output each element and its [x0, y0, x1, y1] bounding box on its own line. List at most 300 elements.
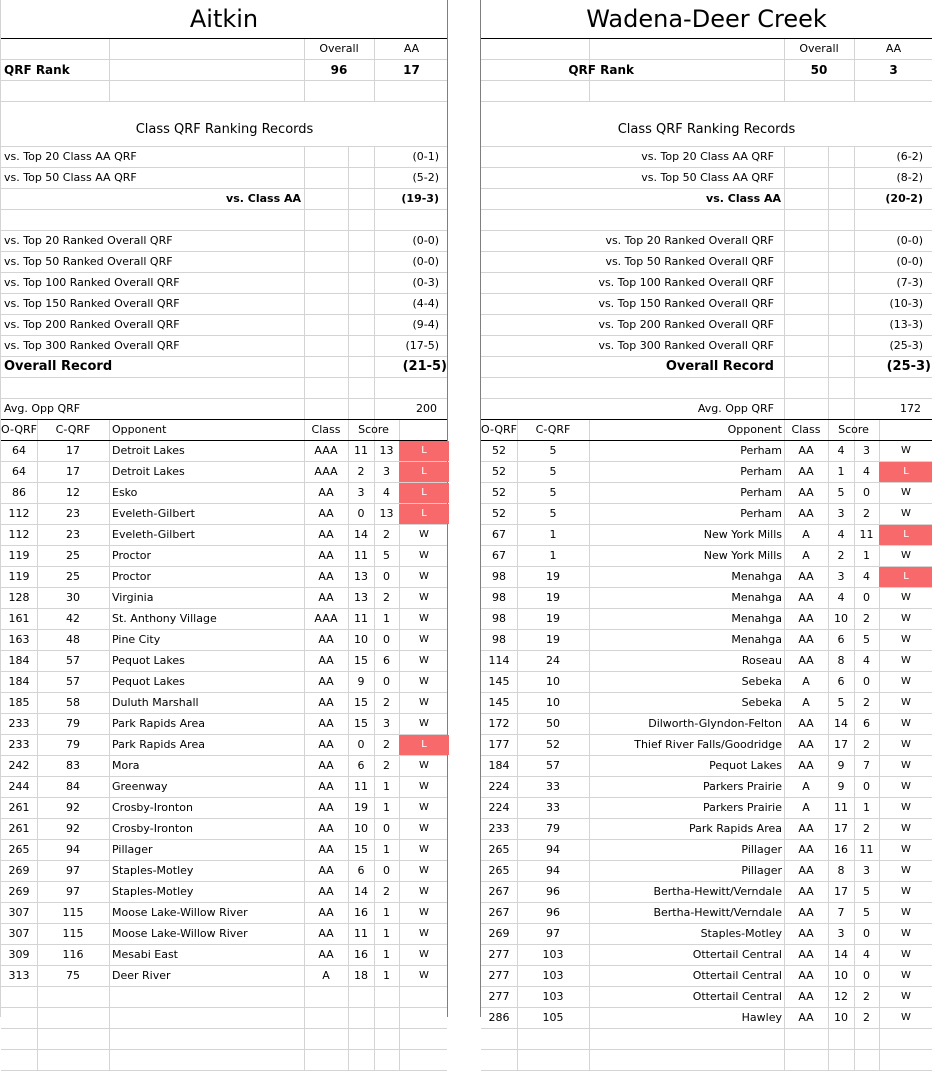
empty-row [1, 987, 447, 1008]
game-opponent: Mora [112, 759, 140, 772]
game-score-team: 12 [834, 990, 848, 1003]
game-class: AAA [314, 612, 338, 625]
overall-header: Overall [319, 42, 359, 55]
game-opponent: Pillager [112, 843, 153, 856]
game-score-team: 19 [354, 801, 368, 814]
game-row [1, 588, 447, 609]
game-oqrf: 269 [488, 927, 510, 940]
game-result: W [901, 760, 911, 771]
game-cqrf: 97 [546, 927, 560, 940]
game-score-opponent: 5 [863, 633, 870, 646]
qrf-rank-row [481, 60, 932, 81]
game-row [481, 1008, 932, 1029]
game-result: W [901, 970, 911, 981]
game-opponent: Proctor [112, 549, 152, 562]
game-score-team: 17 [834, 822, 848, 835]
game-row [1, 546, 447, 567]
game-cqrf: 79 [66, 738, 80, 751]
game-opponent: Dilworth-Glyndon-Felton [648, 717, 782, 730]
game-cqrf: 97 [66, 885, 80, 898]
game-oqrf: 52 [492, 444, 506, 457]
record-label: vs. Top 20 Ranked Overall QRF [605, 234, 774, 247]
game-class: AA [798, 612, 814, 625]
qrf-class-value: 3 [889, 63, 898, 77]
game-row [481, 924, 932, 945]
overall-record-row [481, 294, 932, 315]
game-opponent: Pillager [741, 843, 782, 856]
record-label: vs. Top 100 Ranked Overall QRF [4, 276, 180, 289]
game-result: W [419, 823, 429, 834]
game-cqrf: 23 [66, 528, 80, 541]
team-panel-wadena-deer-creek [480, 0, 932, 1024]
game-cqrf: 12 [66, 486, 80, 499]
game-score-team: 14 [354, 885, 368, 898]
game-score-team: 16 [834, 843, 848, 856]
record-label: vs. Top 300 Ranked Overall QRF [598, 339, 774, 352]
record-value: (0-3) [412, 276, 439, 289]
game-row [481, 525, 932, 546]
game-row [1, 609, 447, 630]
qrf-overall-value: 50 [810, 63, 828, 77]
game-cqrf: 19 [546, 633, 560, 646]
game-class: AA [798, 906, 814, 919]
game-score-opponent: 4 [863, 654, 870, 667]
game-result: W [419, 529, 429, 540]
overall-record-row [481, 252, 932, 273]
game-score-team: 5 [837, 696, 845, 709]
game-cqrf: 96 [546, 885, 560, 898]
game-result: W [419, 676, 429, 687]
record-value: (4-4) [412, 297, 439, 310]
game-cqrf: 25 [66, 549, 80, 562]
game-oqrf: 184 [8, 675, 30, 688]
game-class: A [322, 969, 330, 982]
game-score-opponent: 4 [383, 486, 390, 499]
game-score-team: 6 [837, 675, 845, 688]
game-score-opponent: 2 [383, 591, 390, 604]
game-result: W [419, 697, 429, 708]
overall-record-row [1, 294, 447, 315]
game-result: W [901, 739, 911, 750]
game-score-opponent: 5 [863, 906, 870, 919]
game-score-team: 3 [357, 486, 365, 499]
game-class: A [802, 801, 810, 814]
game-score-team: 3 [837, 507, 845, 520]
team-panel-aitkin [0, 0, 448, 1017]
game-result: W [901, 907, 911, 918]
class-record-row [481, 168, 932, 189]
spacer-row [1, 378, 447, 399]
game-score-team: 16 [354, 906, 368, 919]
game-oqrf: 52 [492, 507, 506, 520]
game-class: AA [798, 465, 814, 478]
record-value: (17-5) [405, 339, 439, 352]
game-oqrf: 145 [488, 675, 510, 688]
game-cqrf: 17 [66, 444, 80, 457]
record-value: (0-1) [412, 150, 439, 163]
game-row [1, 462, 447, 483]
game-oqrf: 233 [8, 717, 30, 730]
overall-record-row [481, 336, 932, 357]
record-label: vs. Top 50 Class AA QRF [641, 171, 774, 184]
game-score-team: 10 [834, 612, 848, 625]
game-class: AA [798, 507, 814, 520]
game-score-opponent: 11 [859, 843, 874, 856]
game-score-opponent: 0 [863, 969, 870, 982]
game-score-team: 5 [837, 486, 845, 499]
games-header-row [481, 420, 932, 441]
game-oqrf: 185 [8, 696, 30, 709]
game-row [481, 672, 932, 693]
game-class: A [802, 549, 810, 562]
game-opponent: Menahga [731, 612, 782, 625]
game-score-opponent: 2 [383, 885, 390, 898]
game-opponent: Eveleth-Gilbert [112, 528, 195, 541]
game-oqrf: 261 [8, 801, 30, 814]
game-cqrf: 57 [66, 654, 80, 667]
game-class: AA [318, 906, 334, 919]
game-oqrf: 309 [8, 948, 30, 961]
game-oqrf: 112 [8, 507, 30, 520]
game-result: W [901, 844, 911, 855]
game-class: AA [318, 570, 334, 583]
game-cqrf: 92 [66, 801, 80, 814]
vs-class-label: vs. Class AA [706, 192, 781, 205]
game-oqrf: 184 [488, 759, 510, 772]
game-class: AA [798, 990, 814, 1003]
game-score-opponent: 2 [383, 696, 390, 709]
vs-class-label: vs. Class AA [226, 192, 301, 205]
avg-opp-row [1, 399, 447, 420]
game-cqrf: 92 [66, 822, 80, 835]
game-opponent: Eveleth-Gilbert [112, 507, 195, 520]
game-score-opponent: 1 [383, 780, 390, 793]
game-score-team: 15 [354, 717, 368, 730]
game-oqrf: 261 [8, 822, 30, 835]
game-score-opponent: 2 [863, 822, 870, 835]
game-class: AA [318, 528, 334, 541]
game-score-opponent: 2 [863, 507, 870, 520]
game-opponent: Proctor [112, 570, 152, 583]
game-oqrf: 119 [8, 570, 30, 583]
game-score-team: 9 [357, 675, 365, 688]
overall-record-total-row [1, 357, 447, 378]
game-opponent: Roseau [741, 654, 782, 667]
game-result: W [901, 1012, 911, 1023]
game-opponent: Park Rapids Area [689, 822, 782, 835]
game-score-opponent: 1 [863, 801, 870, 814]
game-cqrf: 48 [66, 633, 80, 646]
game-opponent: Parkers Prairie [702, 801, 782, 814]
game-oqrf: 244 [8, 780, 30, 793]
record-value: (10-3) [889, 297, 923, 310]
col-header-opponent: Opponent [112, 423, 167, 436]
game-class: AA [318, 507, 334, 520]
game-oqrf: 224 [488, 780, 510, 793]
game-result: W [901, 676, 911, 687]
spacer-row [1, 210, 447, 231]
game-class: AA [318, 654, 334, 667]
game-cqrf: 10 [546, 675, 560, 688]
game-score-opponent: 2 [383, 528, 390, 541]
game-opponent: Pequot Lakes [112, 654, 185, 667]
record-value: (5-2) [412, 171, 439, 184]
game-score-team: 16 [354, 948, 368, 961]
game-opponent: Sebeka [741, 675, 782, 688]
game-score-opponent: 1 [383, 843, 390, 856]
qrf-rank-row [1, 60, 447, 81]
game-class: AA [318, 927, 334, 940]
game-result: L [879, 525, 932, 545]
game-score-opponent: 2 [863, 1011, 870, 1024]
game-oqrf: 119 [8, 549, 30, 562]
game-row [481, 840, 932, 861]
game-row [481, 735, 932, 756]
game-row [1, 777, 447, 798]
game-result: L [879, 567, 932, 587]
games-header-row [1, 420, 447, 441]
overall-record-row [1, 336, 447, 357]
game-result: W [901, 592, 911, 603]
game-oqrf: 233 [488, 822, 510, 835]
game-oqrf: 114 [488, 654, 510, 667]
empty-row [1, 1008, 447, 1029]
game-class: A [802, 696, 810, 709]
game-score-team: 11 [834, 801, 848, 814]
game-oqrf: 145 [488, 696, 510, 709]
game-class: AA [318, 675, 334, 688]
team-title: Aitkin [1, 0, 447, 39]
game-cqrf: 103 [542, 990, 564, 1003]
game-row [1, 672, 447, 693]
section-title-row [481, 102, 932, 147]
game-score-opponent: 1 [383, 612, 390, 625]
overall-record-row [481, 231, 932, 252]
game-opponent: Menahga [731, 591, 782, 604]
game-row [481, 588, 932, 609]
game-row [1, 819, 447, 840]
col-header-oqrf: O-QRF [481, 423, 517, 436]
game-row [1, 945, 447, 966]
game-score-team: 14 [354, 528, 368, 541]
record-value: (25-3) [889, 339, 923, 352]
game-score-team: 11 [354, 549, 368, 562]
game-row [1, 735, 447, 756]
game-opponent: Bertha-Hewitt/Verndale [653, 885, 782, 898]
game-oqrf: 112 [8, 528, 30, 541]
game-opponent: Moose Lake-Willow River [112, 927, 248, 940]
game-score-opponent: 11 [859, 528, 874, 541]
game-result: W [901, 508, 911, 519]
game-score-opponent: 1 [383, 948, 390, 961]
game-class: AAA [314, 465, 338, 478]
game-result: W [901, 718, 911, 729]
game-row [1, 714, 447, 735]
game-row [1, 861, 447, 882]
game-cqrf: 97 [66, 864, 80, 877]
game-cqrf: 23 [66, 507, 80, 520]
game-cqrf: 94 [546, 864, 560, 877]
game-class: AA [798, 738, 814, 751]
game-score-team: 0 [357, 738, 365, 751]
game-score-opponent: 0 [863, 486, 870, 499]
col-header-cqrf: C-QRF [535, 423, 571, 436]
game-row [1, 525, 447, 546]
game-result: W [901, 865, 911, 876]
col-header-score: Score [358, 423, 389, 436]
game-score-team: 14 [834, 948, 848, 961]
game-score-team: 1 [837, 465, 845, 478]
game-row [481, 714, 932, 735]
record-label: vs. Top 50 Ranked Overall QRF [605, 255, 774, 268]
game-score-team: 2 [357, 465, 365, 478]
game-score-opponent: 1 [383, 801, 390, 814]
game-oqrf: 172 [488, 717, 510, 730]
game-row [1, 504, 447, 525]
game-oqrf: 64 [12, 465, 26, 478]
game-score-team: 3 [837, 570, 845, 583]
record-label: vs. Top 20 Class AA QRF [4, 150, 137, 163]
game-result: L [399, 735, 449, 755]
game-oqrf: 98 [492, 633, 506, 646]
overall-record-row [1, 273, 447, 294]
game-row [481, 609, 932, 630]
game-oqrf: 67 [492, 528, 506, 541]
game-cqrf: 33 [546, 801, 560, 814]
game-row [1, 840, 447, 861]
game-result: W [901, 445, 911, 456]
game-score-team: 9 [837, 759, 845, 772]
game-opponent: Ottertail Central [692, 948, 782, 961]
game-score-team: 3 [837, 927, 845, 940]
game-result: W [419, 907, 429, 918]
game-result: W [419, 928, 429, 939]
game-class: AA [798, 654, 814, 667]
game-score-team: 14 [834, 717, 848, 730]
game-opponent: Park Rapids Area [112, 717, 205, 730]
game-cqrf: 105 [542, 1011, 564, 1024]
game-cqrf: 19 [546, 570, 560, 583]
game-oqrf: 52 [492, 486, 506, 499]
game-cqrf: 19 [546, 612, 560, 625]
game-class: AA [798, 843, 814, 856]
game-class: AA [798, 927, 814, 940]
class-record-row [1, 147, 447, 168]
game-result: W [901, 550, 911, 561]
avg-opp-row [481, 399, 932, 420]
game-cqrf: 58 [66, 696, 80, 709]
col-header-oqrf: O-QRF [1, 423, 37, 436]
game-score-team: 17 [834, 885, 848, 898]
game-class: AAA [314, 444, 338, 457]
game-row [1, 903, 447, 924]
game-row [1, 441, 447, 462]
game-cqrf: 94 [66, 843, 80, 856]
game-result: W [901, 487, 911, 498]
game-cqrf: 19 [546, 591, 560, 604]
avg-opp-value: 200 [416, 402, 437, 415]
game-oqrf: 67 [492, 549, 506, 562]
record-value: (8-2) [896, 171, 923, 184]
qrf-rank-label: QRF Rank [4, 63, 70, 77]
record-value: (7-3) [896, 276, 923, 289]
game-score-opponent: 1 [383, 906, 390, 919]
rank-header-row [1, 39, 447, 60]
empty-row [1, 1029, 447, 1050]
col-header-class: Class [791, 423, 821, 436]
game-class: AA [318, 486, 334, 499]
game-oqrf: 267 [488, 885, 510, 898]
game-class: AA [798, 759, 814, 772]
rank-header-row [481, 39, 932, 60]
game-oqrf: 161 [8, 612, 30, 625]
vs-class-row [481, 189, 932, 210]
record-label: vs. Top 20 Class AA QRF [641, 150, 774, 163]
game-cqrf: 5 [549, 444, 557, 457]
overall-record-label: Overall Record [4, 359, 113, 374]
game-cqrf: 10 [546, 696, 560, 709]
game-class: AA [318, 822, 334, 835]
game-opponent: Crosby-Ironton [112, 801, 193, 814]
game-class: AA [318, 591, 334, 604]
section-title-row [1, 102, 447, 147]
game-score-opponent: 5 [863, 885, 870, 898]
game-class: AA [798, 486, 814, 499]
game-result: W [901, 655, 911, 666]
game-class: AA [798, 822, 814, 835]
game-class: AA [318, 633, 334, 646]
spacer-row [481, 81, 932, 102]
game-result: L [879, 462, 932, 482]
game-cqrf: 83 [66, 759, 80, 772]
col-header-cqrf: C-QRF [55, 423, 91, 436]
game-score-opponent: 2 [863, 696, 870, 709]
game-cqrf: 24 [546, 654, 560, 667]
game-opponent: Perham [740, 507, 782, 520]
game-score-opponent: 2 [383, 759, 390, 772]
game-score-opponent: 1 [383, 927, 390, 940]
game-oqrf: 233 [8, 738, 30, 751]
overall-record-row [481, 273, 932, 294]
col-header-opponent: Opponent [727, 423, 782, 436]
game-oqrf: 86 [12, 486, 26, 499]
game-cqrf: 116 [62, 948, 84, 961]
game-result: W [419, 970, 429, 981]
class-header: AA [885, 42, 902, 55]
game-score-opponent: 3 [863, 864, 870, 877]
game-opponent: Perham [740, 486, 782, 499]
game-score-team: 7 [837, 906, 845, 919]
overall-record-row [1, 231, 447, 252]
game-score-opponent: 4 [863, 948, 870, 961]
game-oqrf: 286 [488, 1011, 510, 1024]
game-oqrf: 242 [8, 759, 30, 772]
game-opponent: Detroit Lakes [112, 465, 185, 478]
game-score-opponent: 0 [383, 822, 390, 835]
game-cqrf: 79 [66, 717, 80, 730]
overall-record-total-row [481, 357, 932, 378]
game-opponent: Pequot Lakes [112, 675, 185, 688]
game-class: AA [318, 801, 334, 814]
game-row [481, 819, 932, 840]
game-opponent: New York Mills [703, 528, 782, 541]
game-opponent: Deer River [112, 969, 171, 982]
game-result: W [419, 592, 429, 603]
game-result: W [419, 781, 429, 792]
game-score-opponent: 0 [383, 675, 390, 688]
game-opponent: Staples-Motley [112, 864, 194, 877]
game-score-team: 15 [354, 696, 368, 709]
